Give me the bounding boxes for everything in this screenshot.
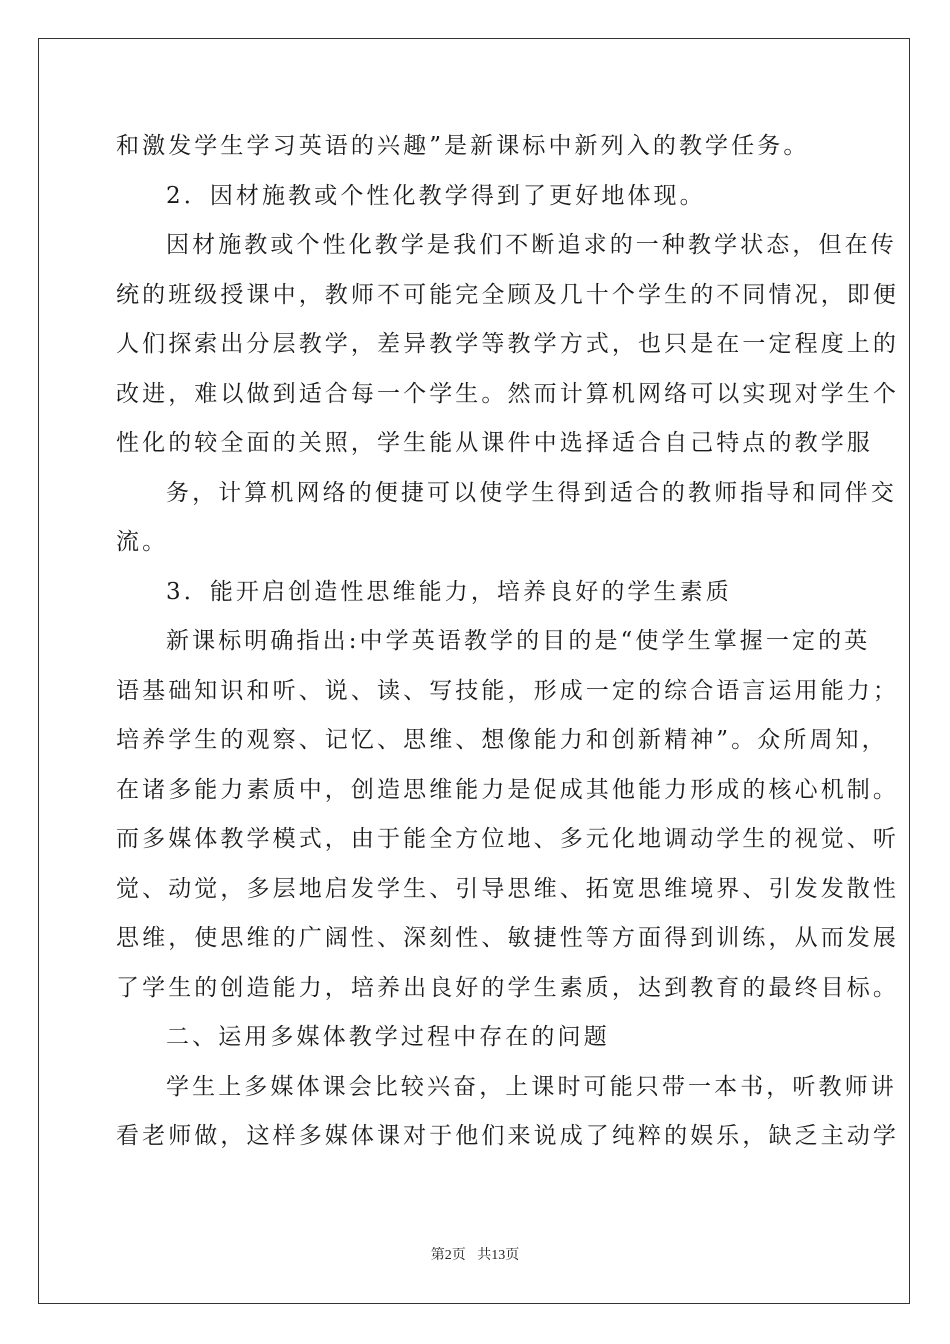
text-line: 思维，使思维的广阔性、深刻性、敏捷性等方面得到训练，从而发展: [116, 925, 899, 951]
text-line: 培养学生的观察、记忆、思维、想像能力和创新精神”。众所周知，: [116, 727, 888, 753]
text-line: 觉、动觉，多层地启发学生、引导思维、拓宽思维境界、引发发散性: [116, 875, 899, 902]
text-line: 改进，难以做到适合每一个学生。然而计算机网络可以实现对学生个: [116, 380, 899, 407]
text-line: 语基础知识和听、说、读、写技能，形成一定的综合语言运用能力；: [116, 677, 899, 704]
page-total: 共13页: [477, 1248, 520, 1263]
text-line: 2．因材施教或个性化教学得到了更好地体现。: [166, 182, 706, 209]
text-line: 新课标明确指出:中学英语教学的目的是“使学生掌握一定的英: [166, 628, 871, 654]
text-line: 统的班级授课中，教师不可能完全顾及几十个学生的不同情况，即便: [116, 281, 899, 308]
text-line: 性化的较全面的关照，学生能从课件中选择适合自己特点的教学服: [116, 430, 873, 456]
text-line: 3．能开启创造性思维能力，培养良好的学生素质: [166, 578, 732, 605]
text-line: 看老师做，这样多媒体课对于他们来说成了纯粹的娱乐，缺乏主动学: [116, 1123, 899, 1149]
page-footer: [0, 1244, 950, 1264]
text-line: 而多媒体教学模式，由于能全方位地、多元化地调动学生的视觉、听: [116, 826, 899, 852]
text-line: 在诸多能力素质中，创造思维能力是促成其他能力形成的核心机制。: [116, 776, 899, 803]
text-line: 人们探索出分层教学，差异教学等教学方式，也只是在一定程度上的: [116, 331, 899, 357]
text-line: 因材施教或个性化教学是我们不断追求的一种教学状态，但在传: [166, 232, 897, 258]
text-line: 流。: [116, 529, 169, 555]
text-line: 学生上多媒体课会比较兴奋，上课时可能只带一本书，听教师讲: [166, 1073, 897, 1100]
text-line: 二、运用多媒体教学过程中存在的问题: [166, 1024, 610, 1050]
document-body: [116, 122, 899, 1162]
text-line: 务，计算机网络的便捷可以使学生得到适合的教师指导和同伴交: [166, 479, 897, 506]
text-line: 和激发学生学习英语的兴趣”是新课标中新列入的教学任务。: [116, 133, 810, 159]
page-number: 第2页: [430, 1248, 466, 1263]
text-line: 了学生的创造能力，培养出良好的学生素质，达到教育的最终目标。: [116, 974, 899, 1001]
